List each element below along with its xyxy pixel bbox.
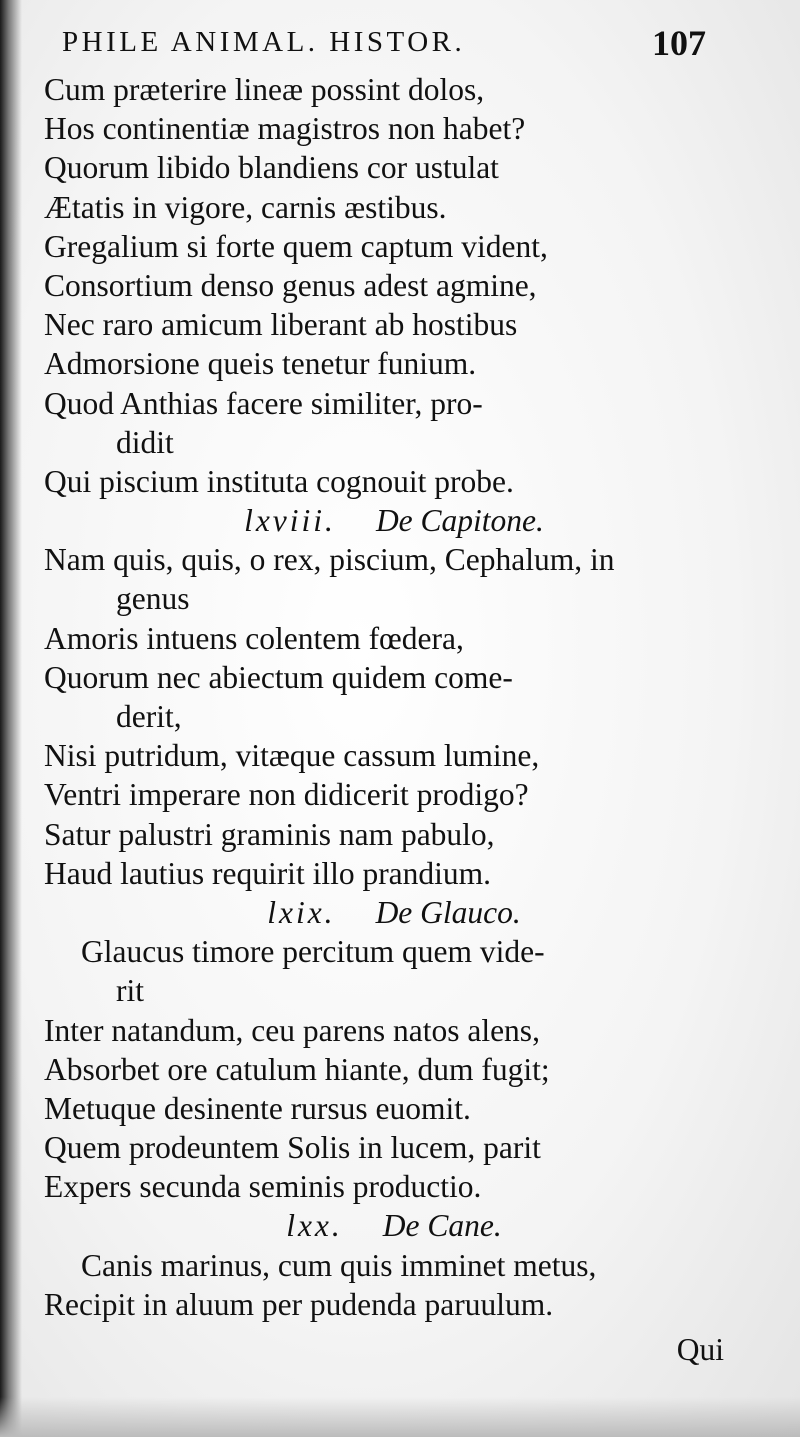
page-gutter-shadow — [0, 0, 22, 1437]
section-number: lxix. — [267, 894, 336, 930]
section-heading — [44, 1206, 744, 1245]
verse-text-block — [44, 70, 744, 1369]
verse-line: Quorum libido blandiens cor ustulat — [44, 150, 499, 186]
verse-line: Recipit in aluum per pudenda paruulum. — [44, 1286, 554, 1322]
verse-line: Admorsione queis tenetur funium. — [44, 346, 477, 382]
verse-line: Expers secunda seminis productio. — [44, 1169, 482, 1205]
verse-line: Glaucus timore percitum quem vide- — [81, 934, 545, 970]
verse-line: Qui piscium instituta cognouit probe. — [44, 463, 514, 499]
verse-line: Consortium denso genus adest agmine, — [44, 267, 537, 303]
section-number: lxx. — [286, 1208, 343, 1244]
verse-line: Haud lautius requirit illo prandium. — [44, 855, 492, 891]
verse-line: Canis marinus, cum quis imminet metus, — [81, 1247, 597, 1283]
section-title: De Capitone. — [375, 503, 544, 539]
verse-line: Satur palustri graminis nam pabulo, — [44, 816, 495, 852]
verse-continuation: derit, — [116, 699, 182, 734]
verse-line: Amoris intuens colentem fœdera, — [44, 620, 464, 656]
section-number: lxviii. — [244, 503, 336, 539]
verse-continuation: didit — [116, 424, 174, 460]
verse-continuation: genus — [116, 581, 190, 617]
section-heading — [44, 501, 744, 540]
section-heading — [44, 893, 744, 932]
verse-line: Quorum nec abiectum quidem come- — [44, 659, 513, 695]
running-title: PHILE ANIMAL. HISTOR. — [62, 26, 466, 58]
verse-line: Inter natandum, ceu parens natos alens, — [44, 1012, 540, 1048]
verse-line: Metuque desinente rursus euomit. — [44, 1090, 471, 1126]
verse-line: Quem prodeuntem Solis in lucem, parit — [44, 1130, 541, 1166]
page-bottom-shadow — [0, 1397, 800, 1437]
section-title: De Glauco. — [375, 894, 521, 930]
verse-line: Nisi putridum, vitæque cassum lumine, — [44, 738, 540, 774]
verse-line: Nec raro amicum liberant ab hostibus — [44, 307, 518, 343]
section-title: De Cane. — [382, 1208, 502, 1244]
catchword: Qui — [676, 1332, 724, 1367]
verse-line: Absorbet ore catulum hiante, dum fugit; — [44, 1051, 550, 1087]
verse-line: Hos continentiæ magistros non habet? — [44, 111, 526, 147]
verse-line: Ventri imperare non didicerit prodigo? — [44, 777, 529, 813]
verse-line: Nam quis, quis, o rex, piscium, Cephalum, in — [44, 542, 615, 578]
verse-line: Gregalium si forte quem captum vident, — [44, 228, 548, 264]
verse-line: Quod Anthias facere similiter, pro- — [44, 385, 483, 421]
verse-line: Cum præterire lineæ possint dolos, — [44, 72, 485, 107]
verse-line: Ætatis in vigore, carnis æstibus. — [44, 189, 447, 225]
page-number: 107 — [652, 23, 706, 63]
page-header — [62, 20, 712, 64]
verse-continuation: rit — [116, 973, 144, 1009]
